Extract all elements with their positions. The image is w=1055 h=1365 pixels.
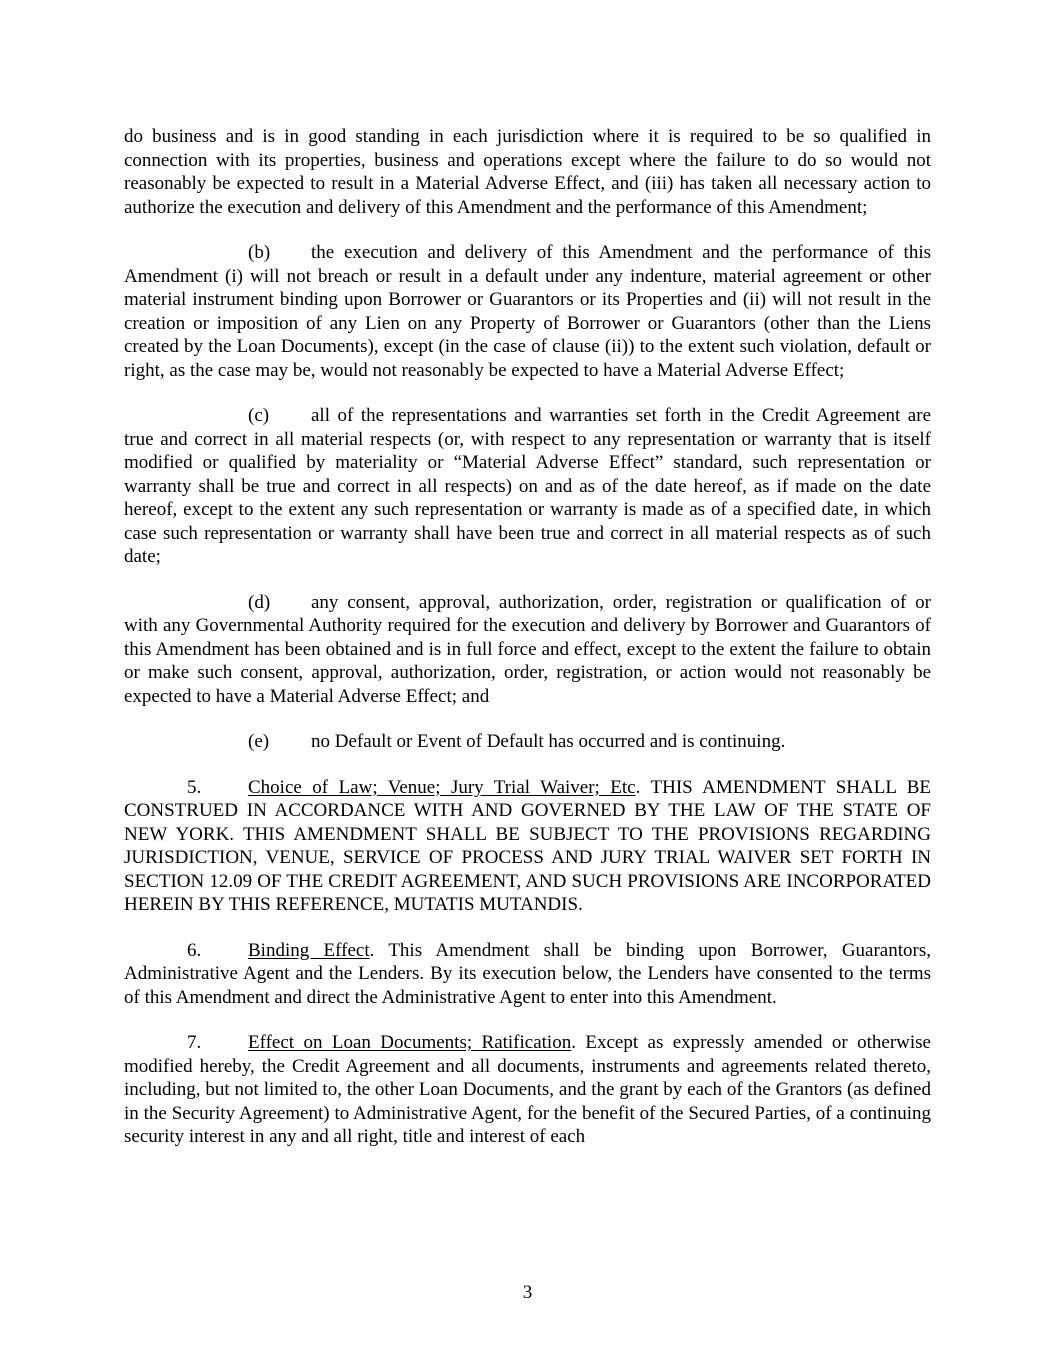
- section-7: [124, 1031, 931, 1149]
- section-6: [124, 939, 931, 1010]
- clause-c: [124, 404, 931, 569]
- section-number: 5.: [187, 776, 202, 798]
- clause-label: (e): [248, 731, 270, 752]
- section-heading: Effect on Loan Documents; Ratification: [248, 1032, 572, 1053]
- section-number: 7.: [187, 1032, 202, 1053]
- clause-label: (d): [248, 591, 271, 613]
- clause-label: (c): [248, 405, 270, 426]
- clause-text: any consent, approval, authorization, order, registration or qualification of or with any Governmental Authority required for the execution and delivery by Borrower and Guarantors of this Amendment has been obtained and is in full force and effect, except to the extent the failure to obtain or make such consent, approval, authorization, order, registration, or action would not reasonably be expected to have a Material Adverse Effect; and: [124, 591, 931, 707]
- document-page: [124, 125, 931, 1171]
- clause-label: (b): [248, 242, 271, 263]
- section-number: 6.: [187, 939, 202, 961]
- section-5: [124, 776, 931, 917]
- section-text: . THIS AMENDMENT SHALL BE CONSTRUED IN ACCORDANCE WITH AND GOVERNED BY THE LAW OF THE STATE OF NEW YORK. THIS AMENDMENT SHALL BE SUBJECT TO THE PROVISIONS REGARDING JURISDICTION, VENUE, SERVICE OF PROCESS AND JURY TRIAL WAIVER SET FORTH IN SECTION 12.09 OF THE CREDIT AGREEMENT, AND SUCH PROVISIONS ARE INCORPORATED HEREIN BY THIS REFERENCE, MUTATIS MUTANDIS.: [124, 776, 931, 915]
- clause-text: all of the representations and warranties set forth in the Credit Agreement are true and correct in all material respects (or, with respect to any representation or warranty that is itself modified or qualified by materiality or “Material Adverse Effect” standard, such representation or warranty shall be true and correct in all respects) on and as of the date hereof, as if made on the date hereof, except to the extent any such representation or warranty is made as of a specified date, in which case such representation or warranty shall have been true and correct in all material respects as of such date;: [124, 405, 931, 567]
- section-heading: Binding Effect: [248, 939, 370, 961]
- section-text: . Except as expressly amended or otherwise modified hereby, the Credit Agreement and all documents, instruments and agreements related thereto, including, but not limited to, the other Loan Documents, and the grant by each of the Grantors (as defined in the Security Agreement) to Administrative Agent, for the benefit of the Secured Parties, of a continuing security interest in any and all right, title and interest of each: [124, 1032, 931, 1147]
- page-number: 3: [522, 1282, 533, 1303]
- clause-b: [124, 241, 931, 382]
- section-heading: Choice of Law; Venue; Jury Trial Waiver; Etc: [248, 776, 636, 798]
- clause-text: no Default or Event of Default has occurred and is continuing.: [311, 731, 786, 752]
- section-text: . This Amendment shall be binding upon Borrower, Guarantors, Administrative Agent and the Lenders. By its execution below, the Lenders have consented to the terms of this Amendment and direct the Administrative Agent to enter into this Amendment.: [124, 939, 931, 1008]
- clause-d: [124, 591, 931, 709]
- clause-text: the execution and delivery of this Amendment and the performance of this Amendment (i) will not breach or result in a default under any indenture, material agreement or other material instrument binding upon Borrower or Guarantors or its Properties and (ii) will not result in the creation or imposition of any Lien on any Property of Borrower or Guarantors (other than the Liens created by the Loan Documents), except (in the case of clause (ii)) to the extent such violation, default or right, as the case may be, would not reasonably be expected to have a Material Adverse Effect;: [124, 242, 931, 381]
- continuation-paragraph: do business and is in good standing in each jurisdiction where it is required to be so qualified in connection with its properties, business and operations except where the failure to do so would not reasonably be expected to result in a Material Adverse Effect, and (iii) has taken all necessary action to authorize the execution and delivery of this Amendment and the performance of this Amendment;: [124, 126, 931, 218]
- clause-e: [124, 730, 931, 754]
